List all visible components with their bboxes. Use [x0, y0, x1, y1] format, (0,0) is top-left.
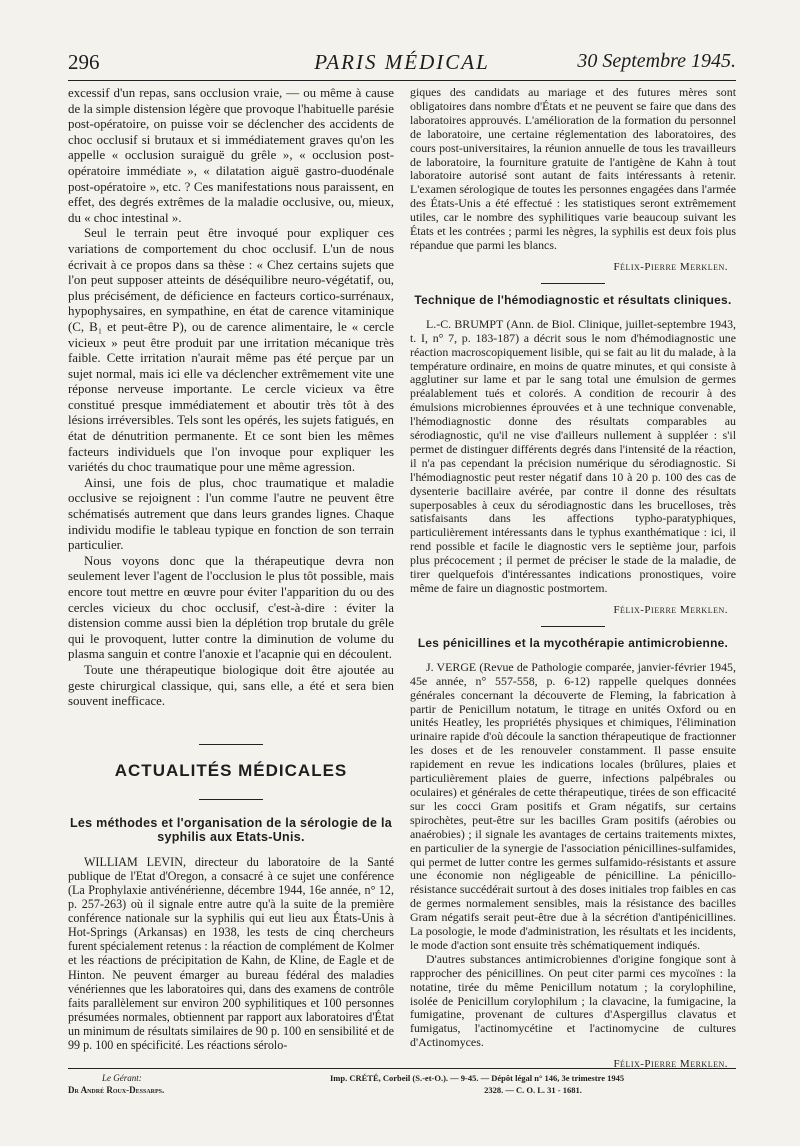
printer-line: Imp. CRÉTÉ, Corbeil (S.-et-O.). — 9-45. — Dépôt légal n° 146, 3e trimestre 1945 [330, 1073, 625, 1083]
article-author: J. VERGE [426, 659, 477, 674]
article-body [68, 855, 394, 1052]
printer-line: 2328. — C. O. L. 31 - 1681. [484, 1085, 582, 1095]
manager-label: Le Gérant: [102, 1073, 142, 1083]
page-number: 296 [68, 50, 100, 74]
paragraph: Nous voyons donc que la thérapeutique devra non seulement lever l'agent de l'occlusion le plus tôt possible, mais encore tout mettre en œuvre pour éviter l'apparition du ou des cercles vicieux du choc occlusif, c'est-à-dire : éviter la distension comme aussi bien la déplétion trop brutale du grêle qui le provoquent, lutter contre la diminution de volume du plasma sanguin et contre l'anoxie et l'acapnie qui en découlent. [68, 553, 394, 662]
page-header [68, 50, 736, 82]
left-column [68, 86, 394, 1052]
manager-name: Dr André Roux-Dessarps. [68, 1085, 165, 1095]
article-body [410, 661, 736, 953]
paragraph: giques des candidats au mariage et des futures mères sont obligatoires dans nombre d'États et ne peuvent se faire que dans des laboratoires approuvés. L'amélioration de la formation du personnel de laboratoire, une certaine réglementation des laboratoires, des cours post-universitaires, la réunion annuelle de tous les travailleurs de laboratoire, la fourniture gratuite de l'antigène de Kahn à tout laboratoire autorisé sont autant de faits intéressants à retenir. L'examen sérologique de toutes les personnes engagées dans l'armée des États-Unis a été effectué : les statistiques seront extrêmement utiles, car le nombre des syphilitiques varie beaucoup suivant les États et les contrées ; parmi les nègres, la syphilis est deux fois plus répandue que parmi les blancs. [410, 85, 736, 252]
article-author: WILLIAM LEVIN [84, 854, 183, 869]
article-author: L.-C. BRUMPT [426, 316, 504, 331]
journal-title: PARIS MÉDICAL [314, 50, 490, 74]
author-signature: Félix-Pierre Merklen. [613, 603, 728, 616]
issue-date: 30 Septembre 1945. [577, 50, 736, 72]
paragraph: D'autres substances antimicrobiennes d'origine fongique sont à rapprocher des pénicillines. On peut citer parmi ces mycoïnes : la notatine, tirée du même Penicillum notatum ; la corylophiline, isolée de Penicillum corylophilum ; la clavacine, la fumigacine, la fumigatine, provenant de cultures d'Aspergillus clavatus et fumigatus, l'actinomycétine et l'actinomycine de cultures d'Actinomyces. [410, 951, 736, 1050]
section-title: ACTUALITÉS MÉDICALES [114, 760, 348, 780]
paragraph: Seul le terrain peut être invoqué pour expliquer ces variations de comportement du choc occlusif. L'un de nous écrivait à ce propos dans sa thèse : « Chez certains sujets que l'on peut supposer atteints de déséquilibre neuro-végétatif, ou, plus précisément, de déficience en facteurs cortico-surrénaux, hypophysaires, en sympathine, en état de carence vitaminique (C, B₁ et peut-être P), ou de carence alimentaire, le « cercle vicieux » peut être produit par une irritation mécanique très faible. Cette irritation n'aurait même pas été perçue par un sujet normal, mais ici elle va déclencher extrêmement vite une réponse nerveuse importante. Le cercle vicieux va être constitué presque immédiatement et aboutir très tôt à des lésions irréversibles. Tels sont les opérés, les sujets fatigués, en état de dénutrition permanente. Et ce sont bien les mêmes facteurs individuels que l'on invoque pour expliquer les variétés du choc traumatique pour une même agression. [68, 226, 394, 475]
article-text: (Ann. de Biol. Clinique, juillet-septembre 1943, t. I, n° 7, p. 183-187) a décrit sous le nom d'hémodiagnostic une réaction macroscopiquement lisible, qui se fait au lit du malade, à la température ordinaire, en moins de quatre minutes, et qui consiste à agglutiner sur lame et par le sang total une émulsion de germes préalablement tués et colorés. A condition de recourir à des émulsions microbiennes éprouvées et à une technique convenable, l'hémodiagnostic donne des résultats comparables au sérodiagnostic, qu'il ne vise d'ailleurs nullement à suppléer : s'il permet de distinguer différents degrés dans l'intensité de la réaction, il n'a pas cependant la précision numérique du sérodiagnostic. Si l'hémodiagnostic peut rester négatif dans 10 à 20 p. 100 des cas de dysenterie bacillaire avérée, par contre il donne des résultats superposables à ceux du sérodiagnostic dans les brucelloses, très satisfaisants dans les affections typho-paratyphiques, particulièrement intéressants dans le typhus exanthématique : ici, il rend possible et facile le diagnostic vers le septième jour, parfois plus précocement ; il permet de préciser le stade de la maladie, de tirer quelquefois d'intéressantes indications pronostiques, voire même de faire un diagnostic postmortem. [410, 316, 736, 595]
article-text: , directeur du laboratoire de la Santé publique de l'Etat d'Oregon, a consacré à ce sujet une conférence (La Prophylaxie antivénérienne, décembre 1944, 16e année, n° 12, p. 257-263) où il signale entre autre qu'à la suite de la première conférence nationale sur la syphilis qui eut lieu aux États-Unis à Hot-Springs (Arkansas) en 1938, les tests de cinq chercheurs furent spécialement retenus : la réaction de complément de Kolmer et les réactions de précipitation de Kahn, de Kline, de Eagle et de Hinton. Ne peuvent émarger au bureau fédéral des maladies vénériennes que les laboratoires qui, dans des examens de contrôle faits parallèlement sur environ 200 syphilitiques et 100 personnes présumées normales, obtiennent par rapport aux laboratoires d'État un minimum de résultats similaires de 90 p. 100 en sensibilité et de 99 p. 100 en spécificité. Les réactions sérolo- [68, 854, 394, 1052]
paragraph: Toute une thérapeutique biologique doit être ajoutée au geste chirurgical classique, qui, sans elle, a été et sera bien souvent inefficace. [68, 662, 394, 709]
header-rule [68, 80, 736, 81]
footer-rule [68, 1068, 736, 1069]
author-signature: Félix-Pierre Merklen. [613, 260, 728, 273]
article-title: Technique de l'hémodiagnostic et résultats cliniques. [414, 292, 732, 307]
article-title: Les méthodes et l'organisation de la sérologie de la syphilis aux Etats-Unis. [69, 815, 393, 845]
author-signature: Félix-Pierre Merklen. [613, 1058, 728, 1071]
article-title: Les pénicillines et la mycothérapie antimicrobienne. [417, 635, 729, 650]
footer-printer [330, 1072, 736, 1096]
right-column [410, 86, 736, 1070]
paragraph: excessif d'un repas, sans occlusion vraie, — ou même à cause de la simple distension légère que provoque l'habituelle parésie post-opératoire, on puisse voir se déclencher des accidents de choc occlusif si brutaux et si immédiatement graves qu'on les appelle « occlusion suraiguë du grêle », « occlusion post-opératoire immédiate », « dilatation aiguë gastro-duodénale post-opératoire », etc. ? Ces manifestations nous paraissent, en effet, des degrés extrêmes de la maladie occlusive, ou, mieux, du « choc intestinal ». [68, 86, 394, 225]
footer-manager [68, 1072, 164, 1096]
article-body [410, 318, 736, 596]
paragraph: Ainsi, une fois de plus, choc traumatique et maladie occlusive se rejoignent : l'un comme l'autre ne peuvent être schématisés autrement que dans leurs grandes lignes. Chaque individu modifie le tableau typique en fonction de son terrain particulier. [68, 475, 394, 553]
article-text: (Revue de Pathologie comparée, janvier-février 1945, 45e année, n° 557-558, p. 6-12) rappelle quelques données générales concernant la découverte de Fleming, la fabrication à partir de Penicillum notatum, le titrage en unités Oxford ou en unités Heatley, les propriétés physiques et chimiques, l'élimination urinaire rapide d'où découle la sanction thérapeutique de fractionner les doses et de les renouveler constamment. Il passe ensuite rapidement en revue les indications locales (brûlures, plaies et particulièrement plaies de guerre, infections palpébrales ou oculaires) et générales de cette thérapeutique, tirées de son efficacité sur les cocci Gram positifs et Gram négatifs, sur certains spirochètes, peut-être sur les bacilles Gram positifs (aérobies ou anaérobies) ; il signale les avantages de certains traitements mixtes, en particulier de la synergie de l'association pénicillines-sulfamides, qui permet de lutter contre les germes sulfamido-résistants et assure une économie non négligeable de pénicilline. La pénicillo-résistance succédérait surtout à des doses initiales trop faibles en cas de germes normalement sensibles, mais la résistance des bacilles Gram négatifs serait peut-être due à la sécrétion d'antipénicillines. La posologie, le mode d'administration, les résultats et les incidents, le mode d'action sont ensuite très schématiquement indiqués. [410, 659, 736, 952]
